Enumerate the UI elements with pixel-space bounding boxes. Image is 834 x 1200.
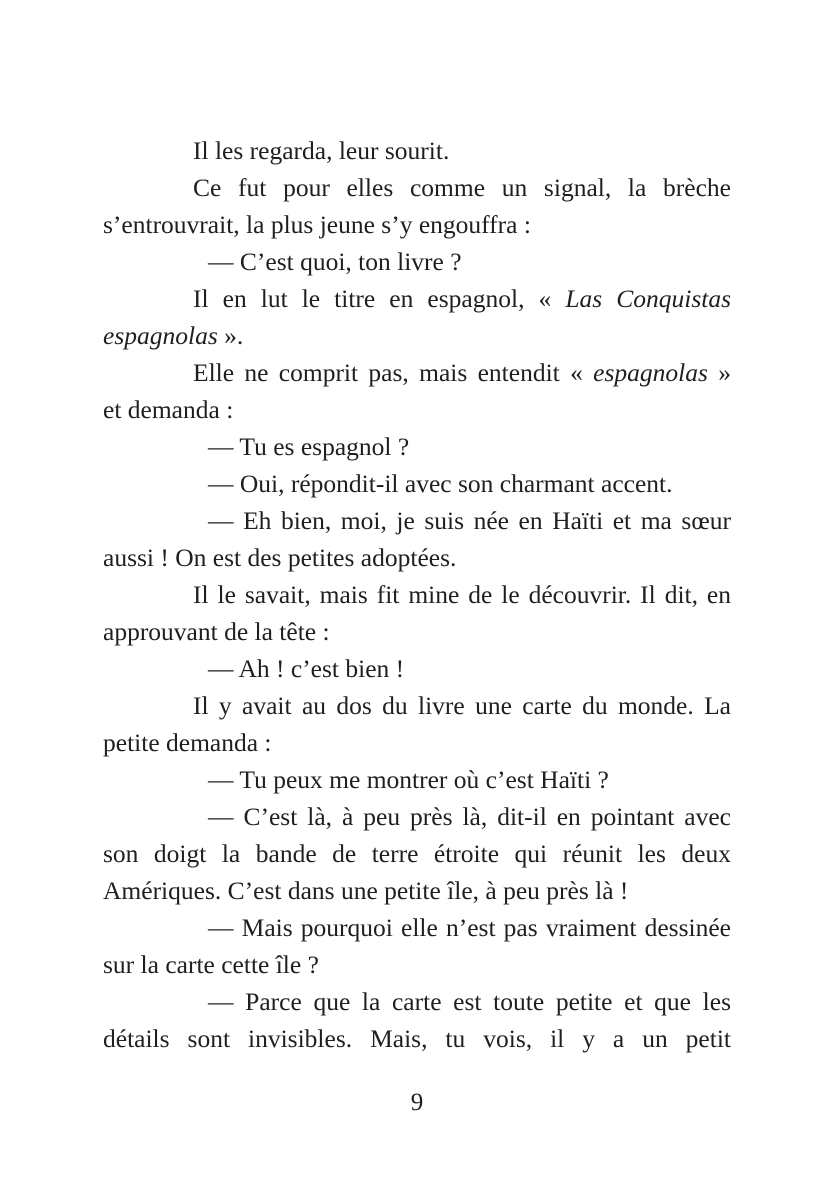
narration-line <box>103 132 731 169</box>
text-segment: — Parce que la carte est toute petite et que les <box>208 987 731 1016</box>
text-segment: — Mais pourquoi elle n’est pas vraiment dessinée <box>208 913 731 942</box>
text-segment: Amériques. C’est dans une petite île, à peu près là ! <box>103 876 629 905</box>
dialogue-line <box>103 983 731 1020</box>
narration-line <box>103 317 731 354</box>
text-segment: Il le savait, mais fit mine de le découvrir. Il dit, en <box>193 580 731 609</box>
dialogue-line <box>103 539 731 576</box>
text-segment: détails sont invisibles. Mais, tu vois, il y a un petit <box>103 1024 731 1053</box>
narration-line <box>103 280 731 317</box>
text-segment: sur la carte cette île ? <box>103 950 319 979</box>
text-segment: — C’est quoi, ton livre ? <box>208 247 462 276</box>
text-segment: — Ah ! c’est bien ! <box>208 654 405 683</box>
text-segment: Il les regarda, leur sourit. <box>193 136 450 165</box>
text-block <box>103 132 731 1057</box>
text-segment: — Tu es espagnol ? <box>208 432 410 461</box>
italic-text-segment: espagnolas <box>103 321 218 350</box>
dialogue-line <box>103 798 731 835</box>
narration-line <box>103 391 731 428</box>
dialogue-line <box>103 243 731 280</box>
dialogue-line <box>103 761 731 798</box>
text-segment: aussi ! On est des petites adoptées. <box>103 543 457 572</box>
text-segment: ». <box>217 321 244 350</box>
italic-text-segment: espagnolas <box>593 358 708 387</box>
text-segment: — Oui, répondit-il avec son charmant accent. <box>208 469 673 498</box>
text-segment: et demanda : <box>103 395 234 424</box>
dialogue-line <box>103 650 731 687</box>
narration-line <box>103 354 731 391</box>
text-segment: approuvant de la tête : <box>103 617 330 646</box>
text-segment: Il y avait au dos du livre une carte du monde. La <box>193 691 731 720</box>
narration-line <box>103 687 731 724</box>
narration-line <box>103 206 731 243</box>
text-segment: s’entrouvrait, la plus jeune s’y engouffra : <box>103 210 531 239</box>
dialogue-line <box>103 502 731 539</box>
text-segment: — Eh bien, moi, je suis née en Haïti et ma sœur <box>208 506 731 535</box>
text-segment: petite demanda : <box>103 728 272 757</box>
dialogue-line <box>103 946 731 983</box>
page-number: 9 <box>410 1089 424 1116</box>
text-segment: Ce fut pour elles comme un signal, la brèche <box>193 173 731 202</box>
text-segment: » <box>707 358 731 387</box>
italic-text-segment: Las Conquistas <box>565 284 731 313</box>
narration-line <box>103 576 731 613</box>
dialogue-line <box>103 1020 731 1057</box>
text-segment: Il en lut le titre en espagnol, « <box>193 284 566 313</box>
dialogue-line <box>103 428 731 465</box>
narration-line <box>103 613 731 650</box>
narration-line <box>103 169 731 206</box>
dialogue-line <box>103 835 731 872</box>
text-segment: son doigt la bande de terre étroite qui réunit les deux <box>103 839 731 868</box>
dialogue-line <box>103 465 731 502</box>
text-segment: Elle ne comprit pas, mais entendit « <box>193 358 594 387</box>
dialogue-line <box>103 872 731 909</box>
text-segment: — Tu peux me montrer où c’est Haïti ? <box>208 765 609 794</box>
narration-line <box>103 724 731 761</box>
text-segment: — C’est là, à peu près là, dit-il en pointant avec <box>208 802 731 831</box>
dialogue-line <box>103 909 731 946</box>
